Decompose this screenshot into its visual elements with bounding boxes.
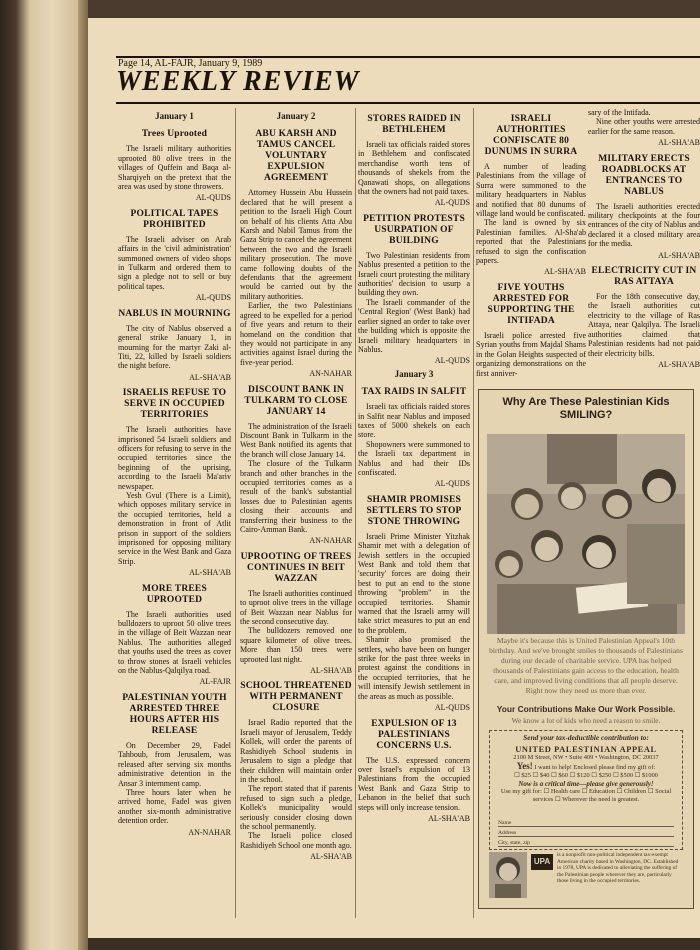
headline: FIVE YOUTHS ARRESTED FOR SUPPORTING THE INTIFADA	[487, 282, 575, 326]
ad-subtagline: We know a lot of kids who need a reason to smile.	[511, 716, 661, 725]
article-body: The administration of the Israeli Discount Bank in Tulkarm in the West Bank notified its agents that the branch will close January 14.	[240, 421, 352, 459]
coupon-yes: Yes!	[516, 761, 533, 771]
article-body: The Israeli authorities erected military checkpoints at the four entrances of the city of Nablus and declared it a closed military area for the media.	[588, 201, 700, 249]
coupon-yes-text: I want to help! Enclosed please find my gift of:	[534, 764, 656, 771]
column-divider	[473, 108, 474, 918]
article-body: Earlier, the two Palestinians agreed to be expelled for a period of five years and return to their homeland on the condition that they would not participate in any activities against Israel during the five-year period.	[240, 301, 352, 367]
article-body: Attorney Hussein Abu Hussein declared that he will present a petition to the Israeli High Court on behalf of his clients Atta Abu Karsh and Nabil Tamus from the Gaza Strip to cancel the agreement between the two and the Israeli military prosecution. The move came following doubts of the defendants that the agreement would be carried out by the military authorities.	[240, 188, 352, 301]
article-body: The Israeli military authorities uprooted 80 olive trees in the villages of Quffein and Baqa al-Sharqiyeh on the pretext that the area was used by stone throwers.	[118, 144, 231, 192]
article-body: The Israeli police closed Rashidiyeh School one month ago.	[240, 831, 352, 850]
headline: NABLUS IN MOURNING	[118, 308, 231, 319]
book-binding	[0, 0, 88, 950]
headline: ELECTRICITY CUT IN RAS ATTAYA	[591, 266, 697, 288]
coupon-amount-options[interactable]: ☐ $25 ☐ $40 ☐ $60 ☐ $120 ☐ $250 ☐ $500 ☐ $1000	[514, 772, 658, 779]
article-body: The bulldozers removed one square kilometer of olive trees. More than 150 trees were uprooted last night.	[240, 626, 352, 664]
article-body: For the 18th consecutive day, the Israeli authorities cut electricity to the village of Ras Attaya, near Qalqilya. The Israeli authorities claimed that Palestinian residents had not paid their electricity bills.	[588, 292, 700, 358]
children-photo	[487, 434, 685, 634]
article-source: AN-NAHAR	[309, 536, 352, 546]
article-body: The Israeli authorities used bulldozers to uproot 50 olive trees in the village of Beit Wazzan near Nablus. The authorities alleged that youths used the trees as cover to throw stones at Israeli vehicles on the Nablus-Qalqilya road.	[118, 609, 231, 676]
page-header	[116, 52, 700, 108]
section-title: WEEKLY REVIEW	[116, 66, 360, 97]
headline: SCHOOL THREATENED WITH PERMANENT CLOSURE	[240, 681, 352, 714]
coupon-address: 2100 M Street, NW • Suite 409 • Washington, DC 20037	[513, 754, 659, 761]
article-source: AL-QUDS	[434, 198, 470, 208]
headline: ABU KARSH AND TAMUS CANCEL VOLUNTARY EXPULSION AGREEMENT	[255, 129, 337, 184]
headline: TAX RAIDS IN SALFIT	[361, 387, 467, 398]
ad-title: Why Are These Palestinian Kids SMILING?	[502, 396, 670, 421]
coupon-name-field[interactable]	[498, 826, 674, 827]
date-heading: January 1	[155, 111, 194, 121]
upa-description: is a nonprofit non-political independent tax-exempt American charity based in Washington, DC. Established in 1978, UPA is dedicated to alleviating the suffering of the Palestinian people wherever they are, particularly those living in the occupied territories.	[557, 852, 679, 885]
column-5	[588, 108, 700, 373]
article-body: Nine other youths were arrested earlier for the same reason.	[588, 117, 700, 136]
article-body: The U.S. expressed concern over Israel's expulsion of 13 Palestinians from the occupied West Bank and Gaza Strip to Lebanon in the belief that such steps will only increase tension.	[358, 755, 470, 812]
article-body: The land is owned by six Palestinian families. Al-Sha'ab reported that the Palestinians refused to sign the confiscation papers.	[476, 218, 586, 266]
article-body: A number of leading Palestinians from the village of Surra were summoned to the military headquarters in Nablus and notified that 80 dunums of village land would be confiscated.	[476, 162, 586, 219]
headline: SHAMIR PROMISES SETTLERS TO STOP STONE THROWING	[366, 494, 462, 527]
article-source: AL-SHA'AB	[189, 568, 231, 578]
article-body: Shopowners were summoned to the Israeli tax department in Nablus and had their IDs confiscated.	[358, 439, 470, 477]
article-source: AL-SHA'AB	[310, 666, 352, 676]
column-divider	[235, 108, 236, 918]
child-photo	[489, 852, 527, 898]
article-source: AL-QUDS	[195, 293, 231, 303]
article-source: AL-SHA'AB	[658, 250, 700, 260]
article-body: Israeli Prime Minister Yitzhak Shamir met with a delegation of Jewish settlers in the occupied West Bank and told them that 'security' forces are doing their best to put an end to the stone throwing "problem" in the occupied territories. Shamir warned that the Israeli army will take strict measures to put an end to the problem.	[358, 531, 470, 635]
page-line: Page 14, AL-FAJR, January 9, 1989	[118, 58, 263, 69]
upa-footer	[489, 852, 681, 900]
article-body: Yesh Gvul (There is a Limit), which opposes military service in the occupied territories, held a demonstration in front of Atlit prison in support of the soldiers imprisoned for opposing military service in the West Bank and Gaza Strip.	[118, 490, 231, 566]
coupon-address-label: Address	[498, 830, 517, 836]
article-source: AL-SHA'AB	[428, 813, 470, 823]
coupon-name-label: Name	[498, 820, 512, 826]
article-body: The Israeli adviser on Arab affairs in the 'civil administration' summoned owners of video shops in Tulkarm and ordered them to sign a pledge not to sell or buy political tapes.	[118, 234, 231, 291]
article-body: The closure of the Tulkarm branch and other branches in the occupied territories comes as a result of the bank's substantial losses due to Palestinian agents closing their accounts and transferring their business to the Cairo-Amman Bank.	[240, 459, 352, 534]
headline: ISRAELI AUTHORITIES CONFISCATE 80 DUNUMS IN SURRA	[484, 114, 578, 157]
upa-logo: UPA	[531, 854, 553, 870]
article-source: AL-SHA'AB	[189, 372, 231, 382]
child-photo-illustration	[489, 852, 527, 898]
article-body: Shamir also promised the settlers, who have been on hunger strike for the past three weeks in protest against the conditions in the occupied territories, that he will intensify Jewish settlement in the areas as much as possible.	[358, 635, 470, 701]
top-strip	[88, 0, 700, 18]
date-heading: January 3	[394, 368, 434, 379]
coupon-critical-text: Now is a critical time—please give generously!	[518, 780, 654, 788]
article-source: AN-NAHAR	[309, 369, 352, 379]
article-body: The Israeli authorities have imprisoned 54 Israeli soldiers and officers for refusing to serve in the occupied territories since the beginning of the uprising, according to the Israeli Ma'ariv newspaper.	[118, 425, 231, 491]
headline: Trees Uprooted	[141, 129, 208, 140]
article-body: Two Palestinian residents from Nablus presented a petition to the Israeli court protesting the military authorities' decision to usurp a building they own.	[358, 250, 470, 298]
ad-tagline: Your Contributions Make Our Work Possible.	[496, 704, 676, 714]
column-2	[240, 108, 352, 866]
column-divider	[355, 108, 356, 918]
coupon-organization: UNITED PALESTINIAN APPEAL	[515, 745, 657, 754]
article-body: On December 29, Fadel Tahboub, from Jerusalem, was released after serving six months administrative detention in the Ansar 3 internment camp.	[118, 740, 231, 788]
article-body: Three hours later when he arrived home, Fadel was given another six-month administrative detention order.	[118, 787, 231, 826]
headline: PETITION PROTESTS USURPATION OF BUILDING	[363, 213, 465, 246]
article-body: The report stated that if parents refused to sign such a pledge, Kollek's municipality would seriously consider closing down the school permanently.	[240, 784, 352, 831]
article-body: Israeli police arrested five Syrian youths from Majdal Shams in the Golan Heights suspected of organizing demonstrations on the first anniver-	[476, 330, 586, 378]
coupon-city-field[interactable]	[498, 846, 674, 847]
article-source: AL-QUDS	[434, 356, 470, 366]
article-source: AL-QUDS	[195, 193, 231, 203]
article-source: AL-SHA'AB	[544, 267, 586, 277]
children-photo-illustration	[487, 434, 685, 634]
ad-body-text: Maybe it's because this is United Palestinian Appeal's 10th birthday. And we've brought smiles to thousands of Palestinians during our decade of charitable service. UPA has helped thousands of Palestinians gain access to the education, health care, and improved living conditions that all people deserve. Right now they need us more than ever.	[489, 636, 683, 695]
upa-advertisement	[478, 389, 694, 909]
article-body: sary of the Intifada.	[588, 108, 651, 117]
article-source: AL-SHA'AB	[658, 138, 700, 148]
headline: ISRAELIS REFUSE TO SERVE IN OCCUPIED TERRITORIES	[122, 388, 227, 421]
headline: UPROOTING OF TREES CONTINUES IN BEIT WAZZAN	[240, 551, 352, 584]
article-source: AL-QUDS	[434, 703, 470, 713]
article-body: The Israeli authorities continued to uproot olive trees in the village of Beit Wazzan near Nablus for the second consecutive day.	[240, 588, 352, 627]
headline: MILITARY ERECTS ROADBLOCKS AT ENTRANCES TO NABLUS	[598, 153, 690, 197]
article-source: AL-SHA'AB	[658, 359, 700, 369]
column-4	[476, 108, 586, 378]
coupon-heading: Send your tax-deductible contribution to:	[523, 733, 649, 742]
header-rule-bottom	[116, 102, 700, 104]
headline: DISCOUNT BANK IN TULKARM TO CLOSE JANUARY 14	[244, 384, 348, 417]
coupon-city-label: City, state, zip	[498, 840, 530, 846]
article-body: The Israeli commander of the 'Central Region' (West Bank) had earlier signed an order to take over the building which is opposite the Israeli military headquarters in Nablus.	[358, 297, 470, 354]
column-1	[118, 108, 231, 841]
donation-coupon	[489, 730, 683, 850]
article-body: Israeli tax officials raided stores in Salfit near Nablus and imposed taxes of 5000 shekels on each store.	[358, 402, 470, 440]
article-source: AL-QUDS	[434, 479, 470, 489]
article-body: The city of Nablus observed a general strike January 1, in mourning for the martyr Zaki al-Titi, 22, killed by Israeli soldiers the night before.	[118, 323, 231, 371]
headline: STORES RAIDED IN BETHLEHEM	[367, 114, 461, 135]
coupon-address-field[interactable]	[498, 836, 674, 837]
coupon-use-options[interactable]: Use my gift for: ☐ Health care ☐ Education ☐ Children ☐ Social services ☐ Wherever the need is greatest.	[500, 788, 672, 803]
article-body: Israel Radio reported that the Israeli mayor of Jerusalem, Teddy Kollek, will order the parents of Rashidiyeh School students in Jerusalem to sign a pledge that their children will maintain order in the school.	[240, 718, 352, 784]
article-body: Israeli tax officials raided stores in Bethlehem and confiscated merchandise worth tens of thousands of shekels from the Qanawati shops, on allegations that the owners had not paid taxes.	[358, 140, 470, 197]
date-heading: January 2	[276, 111, 316, 121]
column-3	[358, 108, 470, 827]
article-source: AL-SHA'AB	[310, 852, 352, 862]
headline: POLITICAL TAPES PROHIBITED	[130, 208, 219, 230]
headline: PALESTINIAN YOUTH ARRESTED THREE HOURS AFTER HIS RELEASE	[122, 692, 227, 736]
article-source: AN-NAHAR	[188, 827, 231, 837]
headline: EXPULSION OF 13 PALESTINIANS CONCERNS U.S.	[371, 718, 457, 751]
headline: MORE TREES UPROOTED	[142, 583, 207, 605]
article-source: AL-FAJR	[199, 677, 231, 687]
